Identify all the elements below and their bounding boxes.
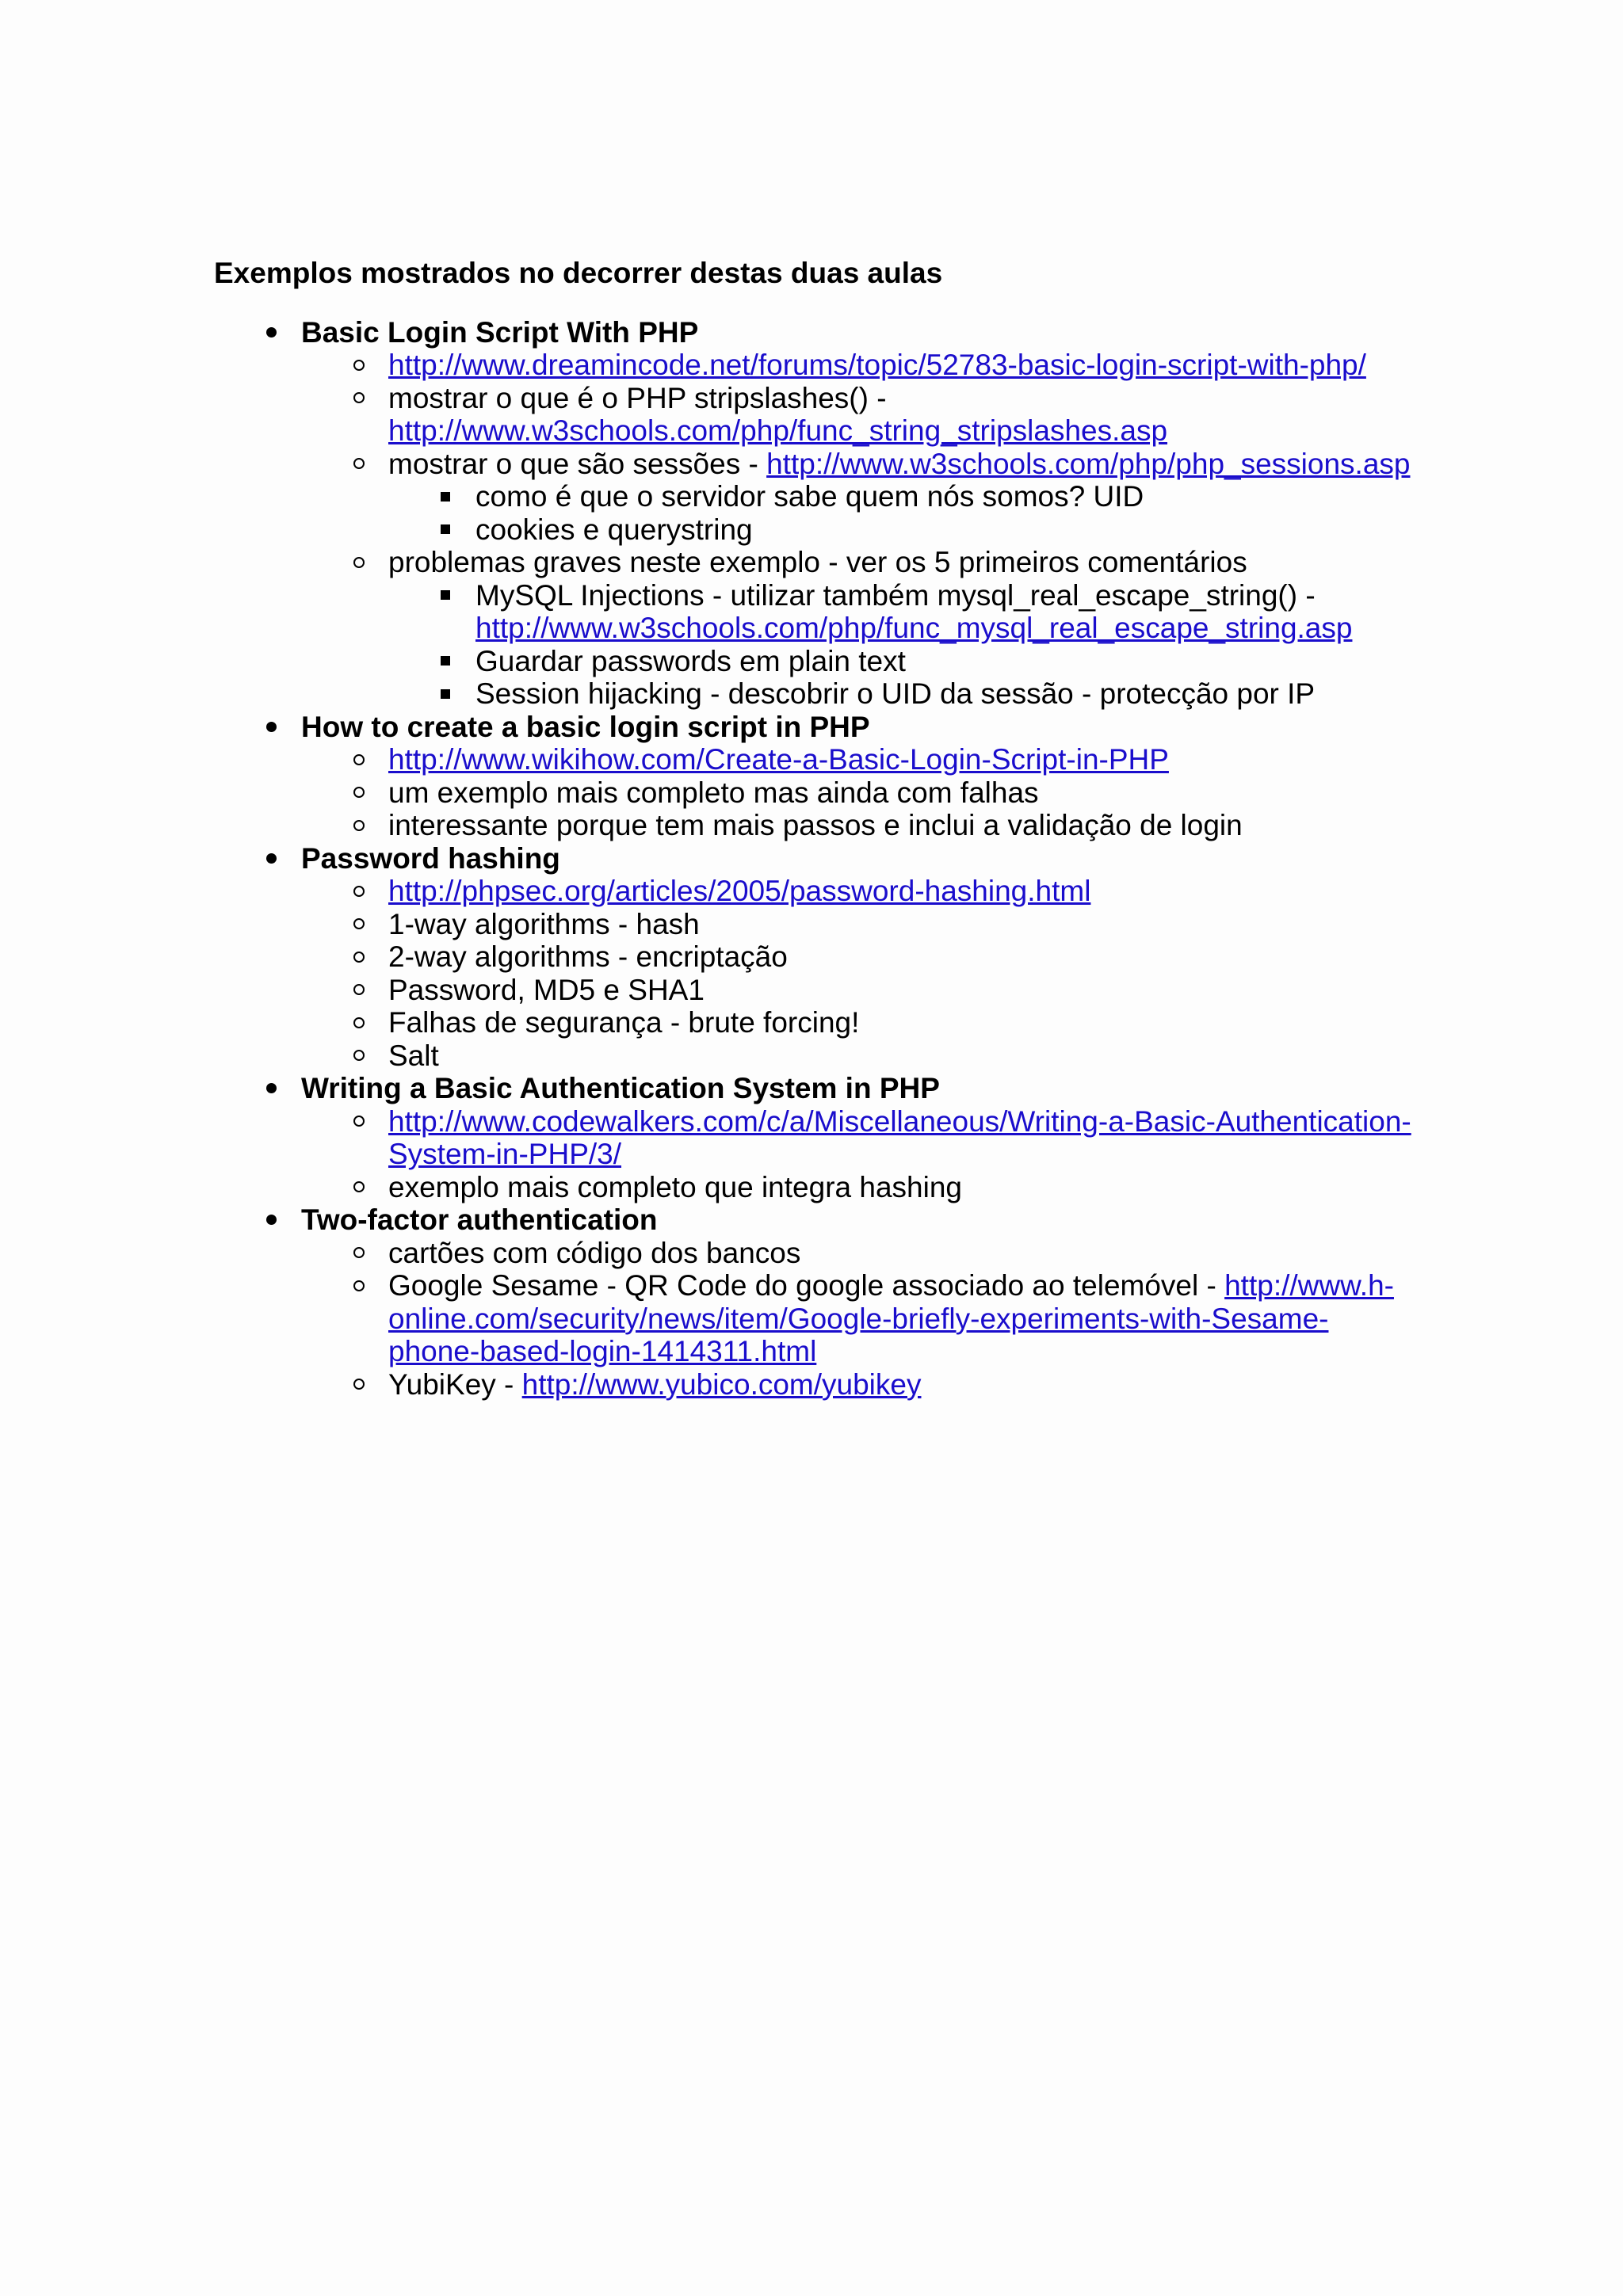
square-marker-icon — [441, 689, 450, 699]
list-item — [301, 382, 1419, 448]
list-item-text: Salt — [388, 1039, 439, 1072]
list-item-text: Password, MD5 e SHA1 — [388, 973, 705, 1006]
bullet-circle-icon — [353, 1039, 365, 1073]
circle-marker-icon — [353, 1017, 365, 1028]
section-list — [214, 316, 1419, 1402]
disc-marker-icon — [266, 1215, 277, 1225]
section-title: Basic Login Script With PHP — [301, 315, 699, 349]
list-item-text: exemplo mais completo que integra hashing — [388, 1170, 962, 1203]
hyperlink[interactable]: http://www.w3schools.com/php/php_sessions.asp — [766, 447, 1411, 480]
list-item-text: um exemplo mais completo mas ainda com falhas — [388, 776, 1039, 809]
list-item-text: 1-way algorithms - hash — [388, 907, 700, 940]
hyperlink[interactable]: http://phpsec.org/articles/2005/password-hashing.html — [388, 875, 1091, 907]
bullet-square-icon — [441, 480, 450, 513]
square-marker-icon — [441, 590, 450, 600]
bullet-circle-icon — [353, 382, 365, 415]
bullet-circle-icon — [353, 1368, 365, 1402]
circle-marker-icon — [353, 1116, 365, 1127]
bullet-disc-icon — [266, 1203, 277, 1237]
section-title: Two-factor authentication — [301, 1203, 658, 1236]
square-marker-icon — [441, 656, 450, 666]
circle-marker-icon — [353, 392, 365, 403]
list-item — [301, 940, 1419, 974]
circle-marker-icon — [353, 1050, 365, 1061]
list-item — [301, 875, 1419, 908]
bullet-circle-icon — [353, 974, 365, 1007]
bullet-circle-icon — [353, 1171, 365, 1204]
section-item — [214, 842, 1419, 1073]
bullet-circle-icon — [353, 1237, 365, 1270]
square-marker-icon — [441, 524, 450, 534]
section-title: Writing a Basic Authentication System in PHP — [301, 1072, 940, 1104]
list-item-text: Guardar passwords em plain text — [475, 644, 906, 677]
list-item-text: problemas graves neste exemplo - ver os 5 primeiros comentários — [388, 546, 1247, 578]
list-item — [301, 1237, 1419, 1270]
list-item-text: mostrar o que é o PHP stripslashes() - — [388, 381, 887, 414]
document-content — [214, 257, 1419, 1401]
hyperlink[interactable]: http://www.codewalkers.com/c/a/Miscellaneous/Writing-a-Basic-Authentication-System-in-PHP/3/ — [388, 1104, 1411, 1170]
bullet-circle-icon — [353, 908, 365, 941]
circle-marker-icon — [353, 952, 365, 963]
circle-marker-icon — [353, 1379, 365, 1390]
list-item — [301, 1105, 1419, 1171]
hyperlink[interactable]: http://www.h-online.com/security/news/item/Google-briefly-experiments-with-Sesame-phone-based-login-1414311.html — [388, 1269, 1394, 1367]
circle-marker-icon — [353, 1247, 365, 1258]
section-item — [214, 316, 1419, 711]
list-item-text: cookies e querystring — [475, 513, 753, 546]
nested-list-item — [388, 677, 1419, 711]
list-item — [301, 1269, 1419, 1368]
circle-marker-icon — [353, 754, 365, 765]
hyperlink[interactable]: http://www.wikihow.com/Create-a-Basic-Login-Script-in-PHP — [388, 743, 1169, 776]
sub-list — [301, 743, 1419, 842]
circle-marker-icon — [353, 360, 365, 371]
sub-list — [301, 1237, 1419, 1402]
bullet-circle-icon — [353, 809, 365, 842]
circle-marker-icon — [353, 918, 365, 929]
list-item — [301, 809, 1419, 842]
sub-list — [301, 349, 1419, 711]
circle-marker-icon — [353, 1280, 365, 1291]
list-item-text: interessante porque tem mais passos e inclui a validação de login — [388, 809, 1243, 841]
sub-list — [301, 875, 1419, 1072]
list-item-text: Session hijacking - descobrir o UID da sessão - protecção por IP — [475, 677, 1316, 710]
nested-list — [388, 480, 1419, 546]
circle-marker-icon — [353, 557, 365, 568]
bullet-circle-icon — [353, 776, 365, 810]
circle-marker-icon — [353, 458, 365, 469]
section-title: Password hashing — [301, 841, 560, 875]
section-item — [214, 1072, 1419, 1203]
list-item-text: Falhas de segurança - brute forcing! — [388, 1006, 860, 1039]
bullet-square-icon — [441, 645, 450, 678]
bullet-circle-icon — [353, 349, 365, 382]
list-item — [301, 908, 1419, 941]
bullet-circle-icon — [353, 875, 365, 908]
disc-marker-icon — [266, 1083, 277, 1093]
list-item-text: mostrar o que são sessões - — [388, 447, 767, 480]
list-item-text: Google Sesame - QR Code do google associado ao telemóvel - — [388, 1269, 1225, 1302]
bullet-disc-icon — [266, 1072, 277, 1105]
list-item — [301, 1171, 1419, 1204]
bullet-disc-icon — [266, 711, 277, 744]
list-item — [301, 743, 1419, 776]
list-item — [301, 974, 1419, 1007]
list-item — [301, 448, 1419, 547]
list-item — [301, 776, 1419, 810]
circle-marker-icon — [353, 1181, 365, 1192]
square-marker-icon — [441, 492, 450, 502]
nested-list-item — [388, 645, 1419, 678]
list-item-text: 2-way algorithms - encriptação — [388, 940, 788, 973]
list-item-text: como é que o servidor sabe quem nós somos? UID — [475, 480, 1144, 513]
list-item-text: cartões com código dos bancos — [388, 1236, 801, 1269]
bullet-circle-icon — [353, 1105, 365, 1138]
nested-list-item — [388, 579, 1419, 645]
bullet-circle-icon — [353, 940, 365, 974]
list-item-text: MySQL Injections - utilizar também mysql_real_escape_string() - — [475, 578, 1316, 612]
circle-marker-icon — [353, 820, 365, 831]
circle-marker-icon — [353, 984, 365, 995]
bullet-circle-icon — [353, 1269, 365, 1302]
disc-marker-icon — [266, 327, 277, 338]
bullet-square-icon — [441, 513, 450, 547]
disc-marker-icon — [266, 853, 277, 864]
list-item — [301, 1368, 1419, 1402]
sub-list — [301, 1105, 1419, 1204]
bullet-circle-icon — [353, 1006, 365, 1039]
bullet-disc-icon — [266, 842, 277, 875]
bullet-circle-icon — [353, 743, 365, 776]
hyperlink[interactable]: http://www.w3schools.com/php/func_string_stripslashes.asp — [388, 414, 1168, 447]
section-item — [214, 1203, 1419, 1401]
page-title: Exemplos mostrados no decorrer destas duas aulas — [214, 257, 943, 289]
list-item — [301, 546, 1419, 711]
hyperlink[interactable]: http://www.yubico.com/yubikey — [521, 1367, 922, 1401]
section-title: How to create a basic login script in PHP — [301, 710, 870, 743]
bullet-disc-icon — [266, 316, 277, 349]
hyperlink[interactable]: http://www.dreamincode.net/forums/topic/52783-basic-login-script-with-php/ — [388, 349, 1366, 381]
bullet-square-icon — [441, 579, 450, 612]
hyperlink[interactable]: http://www.w3schools.com/php/func_mysql_real_escape_string.asp — [475, 612, 1353, 644]
disc-marker-icon — [266, 722, 277, 732]
circle-marker-icon — [353, 886, 365, 897]
bullet-square-icon — [441, 677, 450, 711]
list-item — [301, 1006, 1419, 1039]
list-item-text: YubiKey - — [388, 1367, 522, 1401]
bullet-circle-icon — [353, 546, 365, 579]
section-item — [214, 711, 1419, 842]
nested-list — [388, 579, 1419, 711]
bullet-circle-icon — [353, 448, 365, 481]
nested-list-item — [388, 513, 1419, 547]
circle-marker-icon — [353, 787, 365, 798]
list-item — [301, 349, 1419, 382]
list-item — [301, 1039, 1419, 1073]
nested-list-item — [388, 480, 1419, 513]
